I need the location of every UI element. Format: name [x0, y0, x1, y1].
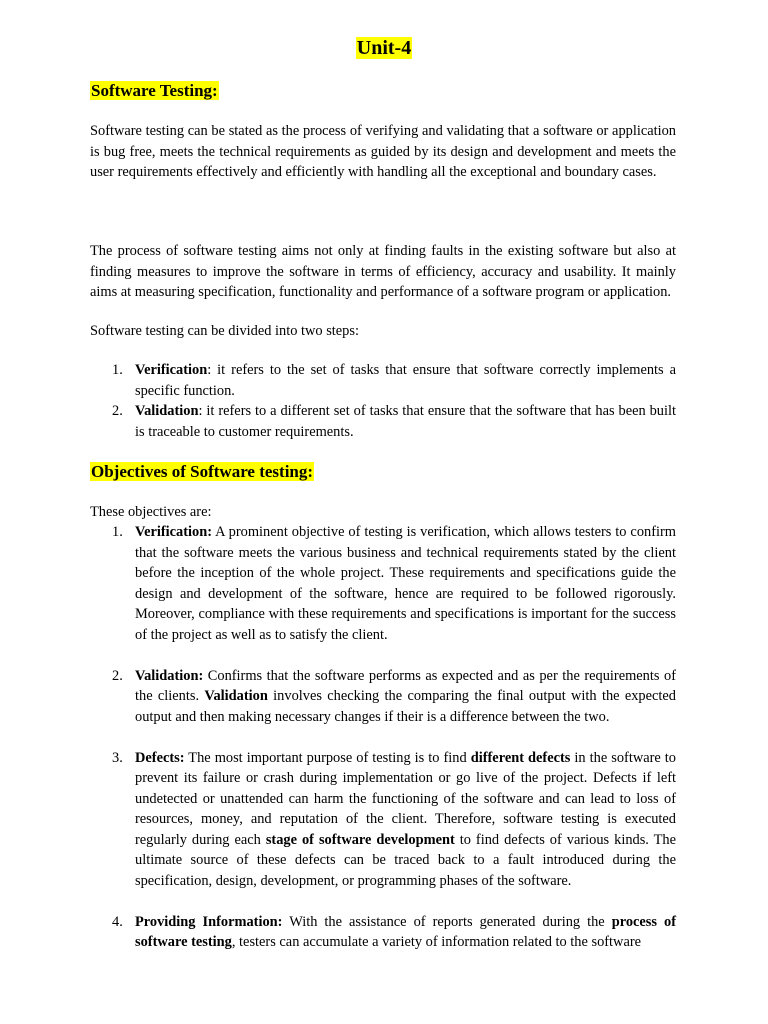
- list-item-text: : it refers to the set of tasks that ensure that software correctly implements a specific function.: [135, 362, 676, 399]
- list-item-term: Validation: [135, 403, 199, 419]
- list-item-number: 1.: [112, 524, 123, 540]
- list-item: [90, 666, 676, 728]
- page-title-text: Unit-4: [356, 37, 412, 59]
- list-item: [90, 912, 676, 953]
- paragraph-objectives-intro: These objectives are:: [90, 504, 212, 520]
- objectives-list: [90, 522, 676, 973]
- list-item-bold-phrase: Validation: [204, 688, 268, 704]
- list-item-text: to find defects of various kinds. The ultimate source of these defects can be traced back to a fault introduced during the specification, design, development, or programming phases of the software.: [135, 831, 677, 889]
- list-item-term: Providing Information:: [135, 913, 283, 930]
- list-item-text: : it refers to a different set of tasks that ensure that the software that has been built is traceable to customer requirements.: [135, 403, 676, 440]
- list-item-number: 2.: [112, 667, 123, 684]
- paragraph-process: The process of software testing aims not only at finding faults in the existing software but also at finding measures to improve the software in terms of efficiency, accuracy and usability. It mainly aims at measuring specification, functionality and performance of a software program or application.: [90, 243, 676, 300]
- list-item-bold-phrase: different defects: [470, 749, 571, 766]
- section-heading-software-testing: [90, 79, 219, 103]
- list-item: [90, 401, 676, 442]
- list-item: [90, 748, 676, 892]
- list-item-term: Defects:: [135, 749, 185, 766]
- list-item-term: Verification:: [135, 524, 212, 540]
- list-item-text: Confirms that the software performs as expected and as per the requirements of the clients.: [135, 667, 676, 704]
- list-item-text: A prominent objective of testing is verification, which allows testers to confirm that the software meets the various business and technical requirements stated by the client before the inception of the whole project. These requirements and specifications guide the design and development of the software, hence are required to be followed rigorously. Moreover, compliance with these requirements and specifications is important for the success of the project as well as to satisfy the client.: [135, 524, 676, 643]
- list-item-number: 1.: [112, 362, 123, 378]
- steps-list: [90, 360, 676, 442]
- section-heading-text: Software Testing:: [91, 81, 218, 100]
- list-item-term: Validation:: [135, 667, 204, 684]
- list-item-number: 4.: [112, 913, 123, 930]
- list-item-text: With the assistance of reports generated during the: [282, 913, 612, 930]
- list-item-term: Verification: [135, 362, 208, 378]
- page-title: [0, 34, 768, 62]
- section-heading-objectives: [90, 460, 314, 484]
- list-item-text: involves checking the comparing the final output with the expected output and then making necessary changes if their is a difference between the two.: [135, 688, 676, 725]
- list-item-bold-phrase: process of software testing: [135, 913, 677, 950]
- list-item-text: The most important purpose of testing is to find: [184, 749, 471, 766]
- section-heading-text: Objectives of Software testing:: [91, 462, 314, 481]
- list-item-number: 3.: [112, 749, 123, 766]
- list-item-bold-phrase: stage of software development: [265, 831, 455, 848]
- list-item: [90, 522, 676, 645]
- list-item-number: 2.: [112, 403, 123, 419]
- paragraph-steps-intro: Software testing can be divided into two steps:: [90, 323, 359, 339]
- list-item-text: in the software to prevent its failure or crash during implementation or go live of the project. Defects if left undetected or unattended can harm the functioning of the software and can lead to loss of resources, money, and reputation of the client. Therefore, software testing is executed regularly during each: [135, 749, 676, 848]
- paragraph-definition: Software testing can be stated as the process of verifying and validating that a software or application is bug free, meets the technical requirements as guided by its design and development and meets the user requirements effectively and efficiently with handling all the exceptional and boundary cases.: [90, 123, 676, 180]
- list-item-text: , testers can accumulate a variety of information related to the software: [231, 934, 642, 950]
- list-item: [90, 360, 676, 401]
